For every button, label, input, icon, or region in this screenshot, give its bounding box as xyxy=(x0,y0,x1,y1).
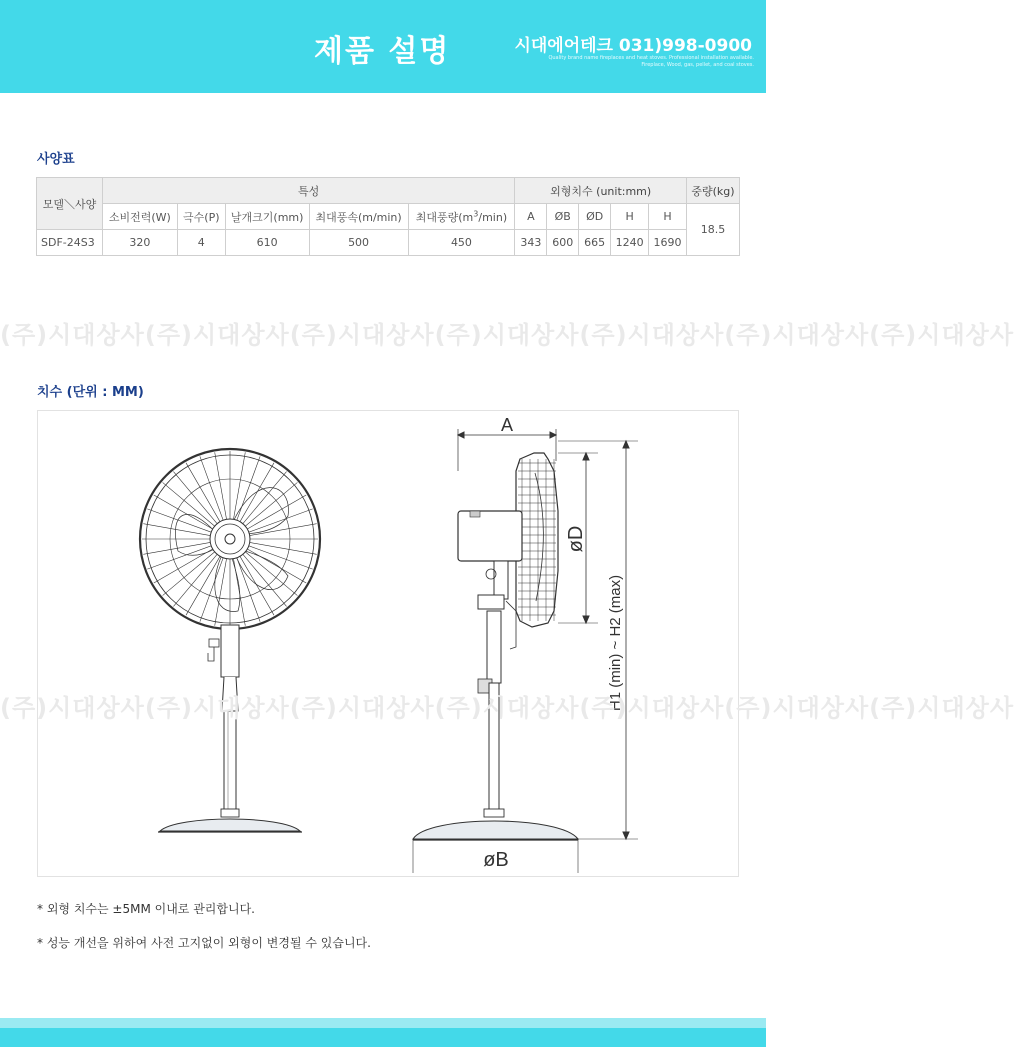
sub-dim-a: A xyxy=(515,204,547,230)
tagline-line-1: Quality brand name fireplaces and heat stoves. Professional installation available. xyxy=(548,55,754,61)
cell-power: 320 xyxy=(102,230,177,256)
sub-dim-h1: H xyxy=(611,204,649,230)
guard-spoke xyxy=(249,546,313,569)
sub-max-volume xyxy=(408,204,515,230)
guard-spoke xyxy=(233,452,245,519)
cell-dim-b: 600 xyxy=(547,230,579,256)
guard-spoke xyxy=(200,558,223,622)
cell-dim-h2: 1690 xyxy=(649,230,687,256)
label-dim-d: øD xyxy=(565,525,587,553)
company-tagline xyxy=(514,55,754,69)
guard-spoke xyxy=(215,559,227,626)
guard-spoke xyxy=(200,456,223,520)
dimension-section-title: 치수 (단위 : MM) xyxy=(37,385,144,400)
col-weight: 중량(kg) xyxy=(686,178,739,204)
sub-max-volume-exp: 3 xyxy=(473,208,479,218)
spec-data-row xyxy=(37,230,740,256)
note-change-notice: * 성능 개선을 위하여 사전 고지없이 외형이 변경될 수 있습니다. xyxy=(37,936,371,950)
sub-dim-h2: H xyxy=(649,204,687,230)
guard-spoke xyxy=(143,524,210,536)
side-view-fan xyxy=(413,429,638,873)
guard-spoke xyxy=(147,546,211,569)
guard-spoke xyxy=(250,542,317,554)
spec-section-title: 사양표 xyxy=(37,152,75,167)
spec-header-row xyxy=(37,178,740,204)
guard-spoke xyxy=(250,524,317,536)
fan-drawing xyxy=(38,411,740,878)
guard-spoke xyxy=(147,509,211,532)
cell-dim-h1: 1240 xyxy=(611,230,649,256)
cell-model: SDF-24S3 xyxy=(37,230,103,256)
label-dim-h: H1 (min) ~ H2 (max) xyxy=(607,574,624,712)
tagline-line-2: Fireplace, Wood, gas, pellet, and coal stoves. xyxy=(641,62,754,68)
dimension-diagram xyxy=(37,410,739,877)
watermark-top: (주)시대상사(주)시대상사(주)시대상사(주)시대상사(주)시대상사(주)시대상사(주)시대상사 xyxy=(0,321,1014,349)
guard-spoke xyxy=(215,452,227,519)
col-dimensions: 외형치수 (unit:mm) xyxy=(515,178,687,204)
footer-band-light xyxy=(0,1018,766,1028)
sub-max-speed: 최대풍속(m/min) xyxy=(309,204,408,230)
cell-dim-a: 343 xyxy=(515,230,547,256)
cell-poles: 4 xyxy=(177,230,225,256)
col-model: 모델＼사양 xyxy=(37,178,103,230)
watermark-bottom: (주)시대상사(주)시대상사(주)시대상사(주)시대상사(주)시대상사(주)시대상사(주)시대상사 xyxy=(0,694,1014,722)
cell-weight: 18.5 xyxy=(686,204,739,256)
sub-dim-b: ØB xyxy=(547,204,579,230)
front-view-fan xyxy=(140,449,320,832)
guard-spoke xyxy=(237,456,260,520)
sub-power: 소비전력(W) xyxy=(102,204,177,230)
guard-spoke xyxy=(249,509,313,532)
sub-max-volume-a: 최대풍량(m xyxy=(415,210,474,224)
label-dim-a: A xyxy=(500,415,514,435)
col-features: 특성 xyxy=(102,178,514,204)
company-contact: 시대에어테크 031)998-0900 xyxy=(514,36,752,56)
cell-max-volume: 450 xyxy=(408,230,515,256)
sub-max-volume-b: /min) xyxy=(478,210,508,224)
header-banner xyxy=(0,0,766,93)
note-tolerance: * 외형 치수는 ±5MM 이내로 관리합니다. xyxy=(37,902,255,916)
guard-spoke xyxy=(237,558,260,622)
label-dim-b: øB xyxy=(483,849,509,871)
sub-blade-size: 날개크기(mm) xyxy=(225,204,309,230)
spec-table xyxy=(36,177,740,256)
sub-dim-d: ØD xyxy=(579,204,611,230)
sub-poles: 극수(P) xyxy=(177,204,225,230)
footer-band xyxy=(0,1028,766,1047)
spec-subheader-row xyxy=(37,204,740,230)
page-title: 제품 설명 xyxy=(314,34,451,69)
cell-dim-d: 665 xyxy=(579,230,611,256)
cell-max-speed: 500 xyxy=(309,230,408,256)
cell-blade-size: 610 xyxy=(225,230,309,256)
